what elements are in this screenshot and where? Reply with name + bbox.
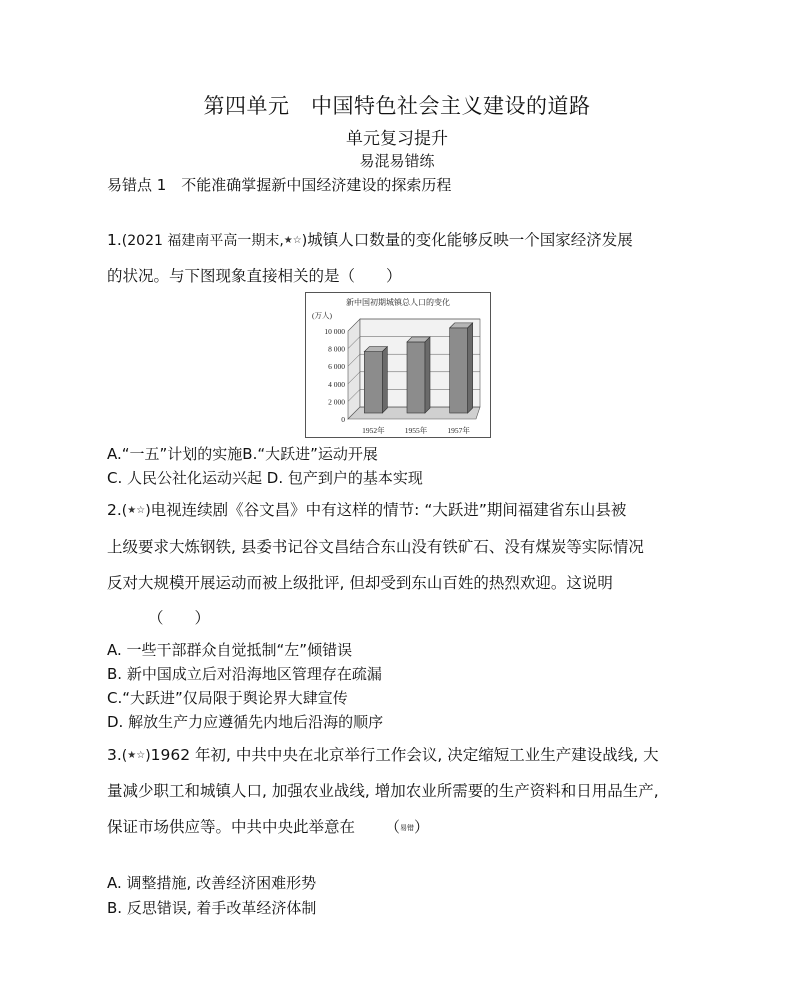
- chart-bar-side: [382, 347, 387, 413]
- section-heading: 易错点 1 不能准确掌握新中国经济建设的探索历程: [107, 176, 452, 194]
- question-1-number: 1.: [107, 231, 122, 249]
- population-chart: [305, 292, 491, 438]
- error-prone-tag: 易错: [400, 824, 415, 832]
- chart-y-axis-label: (万人): [312, 311, 332, 320]
- chart-x-tick-label: 1955年: [404, 426, 428, 435]
- question-1-source: (2021 福建南平高一期末,: [121, 233, 284, 249]
- question-2-answer-bracket: （ ）: [148, 609, 211, 627]
- question-3-line-3: [107, 815, 429, 837]
- question-2-text-2: 上级要求大炼钢铁, 县委书记谷文昌结合东山没有铁矿石、没有煤炭等实际情况: [107, 538, 644, 556]
- page-subtitle: 单元复习提升: [346, 129, 448, 149]
- difficulty-star-icon: ★☆: [283, 235, 302, 246]
- chart-title: 新中国初期城镇总人口的变化: [346, 298, 450, 307]
- chart-bar: [450, 328, 468, 413]
- chart-canvas: [306, 293, 490, 437]
- page-title: 第四单元 中国特色社会主义建设的道路: [203, 94, 591, 118]
- question-3-number: 3.: [107, 746, 122, 764]
- question-2-number: 2.: [107, 501, 122, 519]
- question-3-text-2: 量减少职工和城镇人口, 加强农业战线, 增加农业所需要的生产资料和日用品生产,: [107, 782, 659, 800]
- chart-bar-side: [468, 323, 473, 413]
- chart-side-wall: [348, 319, 360, 419]
- difficulty-star-icon: ★☆: [127, 750, 146, 761]
- chart-bar: [364, 352, 382, 413]
- chart-x-labels: [362, 425, 470, 435]
- question-2-option-d[interactable]: D. 解放生产力应遵循先内地后沿海的顺序: [107, 713, 384, 731]
- chart-y-tick-label: 6 000: [328, 362, 345, 372]
- question-2-text-3: 反对大规模开展运动而被上级批评, 但却受到东山百姓的热烈欢迎。这说明: [107, 574, 613, 592]
- chart-y-tick-label: 8 000: [328, 344, 345, 354]
- question-3-text-3: 保证市场供应等。中共中央此举意在: [107, 818, 356, 836]
- question-3-option-b[interactable]: B. 反思错误, 着手改革经济体制: [107, 899, 317, 917]
- question-3-option-a[interactable]: A. 调整措施, 改善经济困难形势: [107, 874, 317, 892]
- chart-y-tick-label: 0: [341, 415, 345, 424]
- chart-x-tick-label: 1957年: [447, 426, 470, 435]
- question-2-option-c[interactable]: C.“大跃进”仅局限于舆论界大肆宣传: [107, 689, 348, 707]
- question-3-line-1: [107, 743, 659, 765]
- question-2-option-a[interactable]: A. 一些干部群众自觉抵制“左”倾错误: [107, 641, 353, 659]
- chart-y-tick-label: 2 000: [328, 397, 345, 407]
- question-1-text-1: 城镇人口数量的变化能够反映一个国家经济发展: [307, 231, 633, 249]
- question-2-line-1: [107, 498, 626, 520]
- question-2-option-b[interactable]: B. 新中国成立后对沿海地区管理存在疏漏: [107, 665, 382, 683]
- question-2-text-1: 电视连续剧《谷文昌》中有这样的情节: “大跃进”期间福建省东山县被: [150, 501, 627, 519]
- question-1-text-2: 的状况。与下图现象直接相关的是（ ）: [107, 267, 402, 285]
- question-2-source-end: ): [145, 503, 151, 519]
- question-3-source-end: ): [145, 748, 151, 764]
- question-2-source: (: [121, 503, 128, 519]
- question-1-option-ab[interactable]: A.“一五”计划的实施B.“大跃进”运动开展: [107, 445, 378, 463]
- question-3-bracket-close: ）: [414, 818, 430, 836]
- question-1-line-1: [107, 228, 633, 250]
- chart-y-ticks: [324, 327, 345, 424]
- chart-y-tick-label: 10 000: [324, 327, 345, 336]
- question-3-bracket-open: （: [385, 818, 401, 836]
- chart-bar: [407, 342, 425, 413]
- chart-y-tick-label: 4 000: [328, 379, 345, 389]
- question-1-source-end: ): [301, 233, 308, 249]
- page-subsubtitle: 易混易错练: [359, 152, 435, 170]
- chart-x-tick-label: 1952年: [362, 426, 385, 435]
- chart-bar-side: [425, 337, 430, 413]
- question-3-source: (: [121, 748, 128, 764]
- question-1-option-cd[interactable]: C. 人民公社化运动兴起 D. 包产到户的基本实现: [107, 469, 423, 487]
- difficulty-star-icon: ★☆: [127, 505, 146, 516]
- question-3-text-1: 1962 年初, 中共中央在北京举行工作会议, 决定缩短工业生产建设战线, 大: [150, 746, 659, 764]
